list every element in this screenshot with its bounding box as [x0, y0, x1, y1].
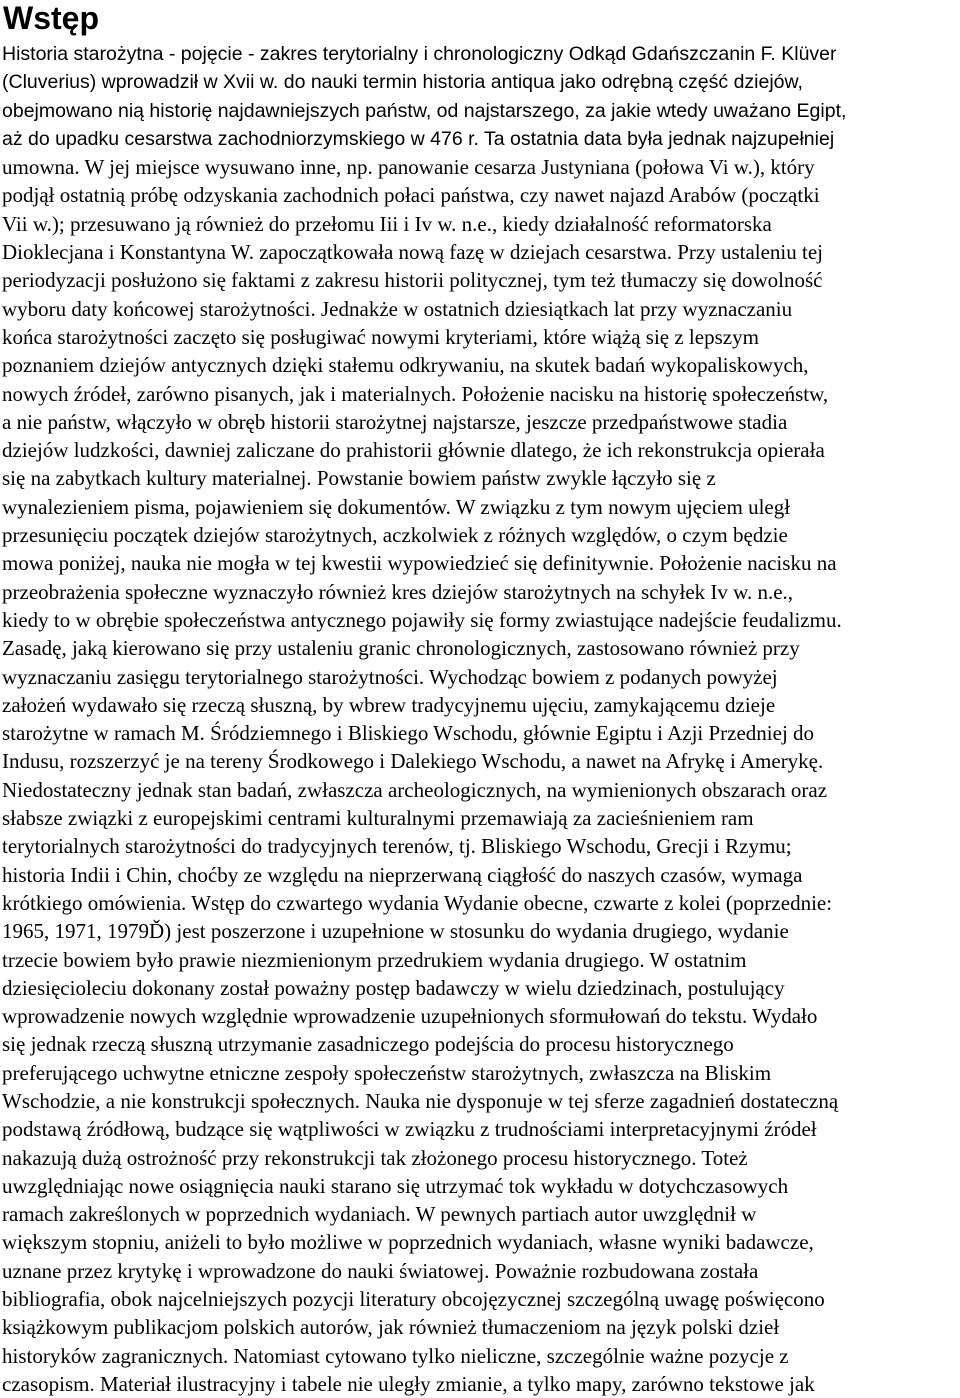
- text-line: mowa poniżej, nauka nie mogła w tej kwestii wypowiedzieć się definitywnie. Położenie nacisku na: [2, 551, 837, 576]
- text-line: a nie państw, włączyło w obręb historii starożytnej najstarsze, jeszcze przedpaństwowe stadia: [2, 409, 788, 434]
- text-line: dziesięcioleciu dokonany został poważny postęp badawczy w wielu dziedzinach, postulujący: [2, 975, 785, 1000]
- text-line: periodyzacji posłużono się faktami z zakresu historii politycznej, tym też tłumaczy się dowolność: [2, 268, 823, 293]
- text-line: historia Indii i Chin, choćby ze względu na nieprzerwaną ciągłość do naszych czasów, wymaga: [2, 862, 803, 887]
- text-line: 1965, 1971, 1979Ď) jest poszerzone i uzupełnione w stosunku do wydania drugiego, wydanie: [2, 919, 789, 944]
- text-line: Niedostateczny jednak stan badań, zwłaszcza archeologicznych, na wymienionych obszarach oraz: [2, 777, 828, 802]
- text-line: Wschodzie, a nie konstrukcji społecznych. Nauka nie dysponuje w tej sferze zagadnień dostateczną: [2, 1088, 839, 1113]
- text-line: końca starożytności zaczęto się posługiwać nowymi kryteriami, które wiążą się z lepszym: [2, 324, 759, 349]
- text-line: historyków zagranicznych. Natomiast cytowano tylko nieliczne, szczególnie ważne pozycje z: [2, 1343, 789, 1368]
- page-title: Wstęp: [3, 0, 99, 36]
- text-line: się na zabytkach kultury materialnej. Powstanie bowiem państw zwykle łączyło się z: [2, 466, 716, 491]
- text-line: aż do upadku cesarstwa zachodniorzymskiego w 476 r. Ta ostatnia data była jednak najzupełniej: [2, 127, 835, 150]
- text-line: podjął ostatnią próbę odzyskania zachodnich połaci państwa, czy nawet najazd Arabów (początki: [2, 183, 820, 208]
- text-line: ramach zakreślonych w poprzednich wydaniach. W pewnych partiach autor uwzględnił w: [2, 1202, 757, 1227]
- text-line: uznane przez krytykę i wprowadzone do nauki światowej. Poważnie rozbudowana została: [2, 1258, 759, 1283]
- text-line: słabsze związki z europejskimi centrami kulturalnymi przemawiają za zacieśnieniem ram: [2, 806, 754, 831]
- text-line: wyboru daty końcowej starożytności. Jednakże w ostatnich dziesiątkach lat przy wyznaczaniu: [2, 296, 793, 321]
- text-line: starożytne w ramach M. Śródziemnego i Bliskiego Wschodu, głównie Egiptu i Azji Przedniej do: [2, 721, 815, 746]
- text-line: nowych źródeł, zarówno pisanych, jak i materialnych. Położenie nacisku na historię społeczeństw,: [2, 381, 829, 406]
- text-line: terytorialnych starożytności do tradycyjnych terenów, tj. Bliskiego Wschodu, Grecji i Rzymu;: [2, 834, 792, 859]
- text-line: książkowym publikacjom polskich autorów, jak również tłumaczeniom na język polski dzieł: [2, 1315, 780, 1340]
- text-line: Indusu, rozszerzyć je na tereny Środkowego i Dalekiego Wschodu, a nawet na Afrykę i Amerykę.: [2, 749, 824, 774]
- text-line: Zasadę, jaką kierowano się przy ustaleniu granic chronologicznych, zastosowano również przy: [2, 636, 800, 661]
- text-line: uwzględniając nowe osiągnięcia nauki starano się utrzymać tok wykładu w dotychczasowych: [2, 1173, 789, 1198]
- text-line: Vii w.); przesuwano ją również do przełomu Iii i Iv w. n.e., kiedy działalność reformatorska: [2, 211, 772, 236]
- text-line: (Cluverius) wprowadził w Xvii w. do nauki termin historia antiqua jako odrębną część dziejów,: [2, 71, 803, 94]
- text-line: przeobrażenia społeczne wyznaczyło również kres dziejów starożytnych na schyłek Iv w. n.e.,: [2, 579, 794, 604]
- body-text: [0, 40, 960, 1398]
- text-line: Dioklecjana i Konstantyna W. zapoczątkowała nową fazę w dziejach cesarstwa. Przy ustaleniu tej: [2, 240, 824, 265]
- text-line: poznaniem dziejów antycznych dzięki stałemu odkrywaniu, na skutek badań wykopaliskowych,: [2, 353, 809, 378]
- text-line: kiedy to w obrębie społeczeństwa antycznego pojawiły się formy zwiastujące nadejście feudalizmu.: [2, 607, 842, 632]
- text-line: podstawą źródłową, budzące się wątpliwości w związku z trudnościami interpretacyjnymi źródeł: [2, 1117, 817, 1142]
- text-line: wynalezieniem pisma, pojawieniem się dokumentów. W związku z tym nowym ujęciem uległ: [2, 494, 791, 519]
- text-line: krótkiego omówienia. Wstęp do czwartego wydania Wydanie obecne, czwarte z kolei (poprzednie:: [2, 890, 833, 915]
- text-line: preferującego uchwytne etniczne zespoły społeczeństw starożytnych, zwłaszcza na Bliskim: [2, 1060, 772, 1085]
- text-line: obejmowano nią historię najdawniejszych państw, od najstarszego, za jakie wtedy uważano Egipt,: [2, 99, 847, 122]
- text-line: nakazują dużą ostrożność przy rekonstrukcji tak złożonego procesu historycznego. Toteż: [2, 1145, 748, 1170]
- text-line: trzecie bowiem było prawie niezmienionym przedrukiem wydania drugiego. W ostatnim: [2, 947, 747, 972]
- text-line: wprowadzenie nowych względnie wprowadzenie uzupełnionych sformułowań do tekstu. Wydało: [2, 1004, 818, 1029]
- text-line: czasopism. Materiał ilustracyjny i tabele nie uległy zmianie, a tylko mapy, zarówno tekstowe jak: [2, 1371, 815, 1396]
- text-line: Historia starożytna - pojęcie - zakres terytorialny i chronologiczny Odkąd Gdańszczanin F. Klüver: [2, 43, 837, 65]
- text-line: przesunięciu początek dziejów starożytnych, aczkolwiek z różnych względów, o czym będzie: [2, 523, 788, 548]
- text-line: bibliografia, obok najcelniejszych pozycji literatury obcojęzycznej szczególną uwagę poświęcono: [2, 1287, 825, 1312]
- text-line: założeń wydawało się rzeczą słuszną, by wbrew tradycyjnemu ujęciu, zamykającemu dzieje: [2, 692, 776, 717]
- text-line: się jednak rzeczą słuszną utrzymanie zasadniczego podejścia do procesu historycznego: [2, 1032, 734, 1057]
- text-line: większym stopniu, aniżeli to było możliwe w poprzednich wydaniach, własne wyniki badawcze,: [2, 1230, 814, 1255]
- text-line: umowna. W jej miejsce wysuwano inne, np. panowanie cesarza Justyniana (połowa Vi w.), który: [2, 155, 815, 180]
- text-line: dziejów ludzkości, dawniej zaliczane do prahistorii głównie dlatego, że ich rekonstrukcja opierała: [2, 438, 825, 463]
- text-line: wyznaczaniu zasięgu terytorialnego starożytności. Wychodząc bowiem z podanych powyżej: [2, 664, 778, 689]
